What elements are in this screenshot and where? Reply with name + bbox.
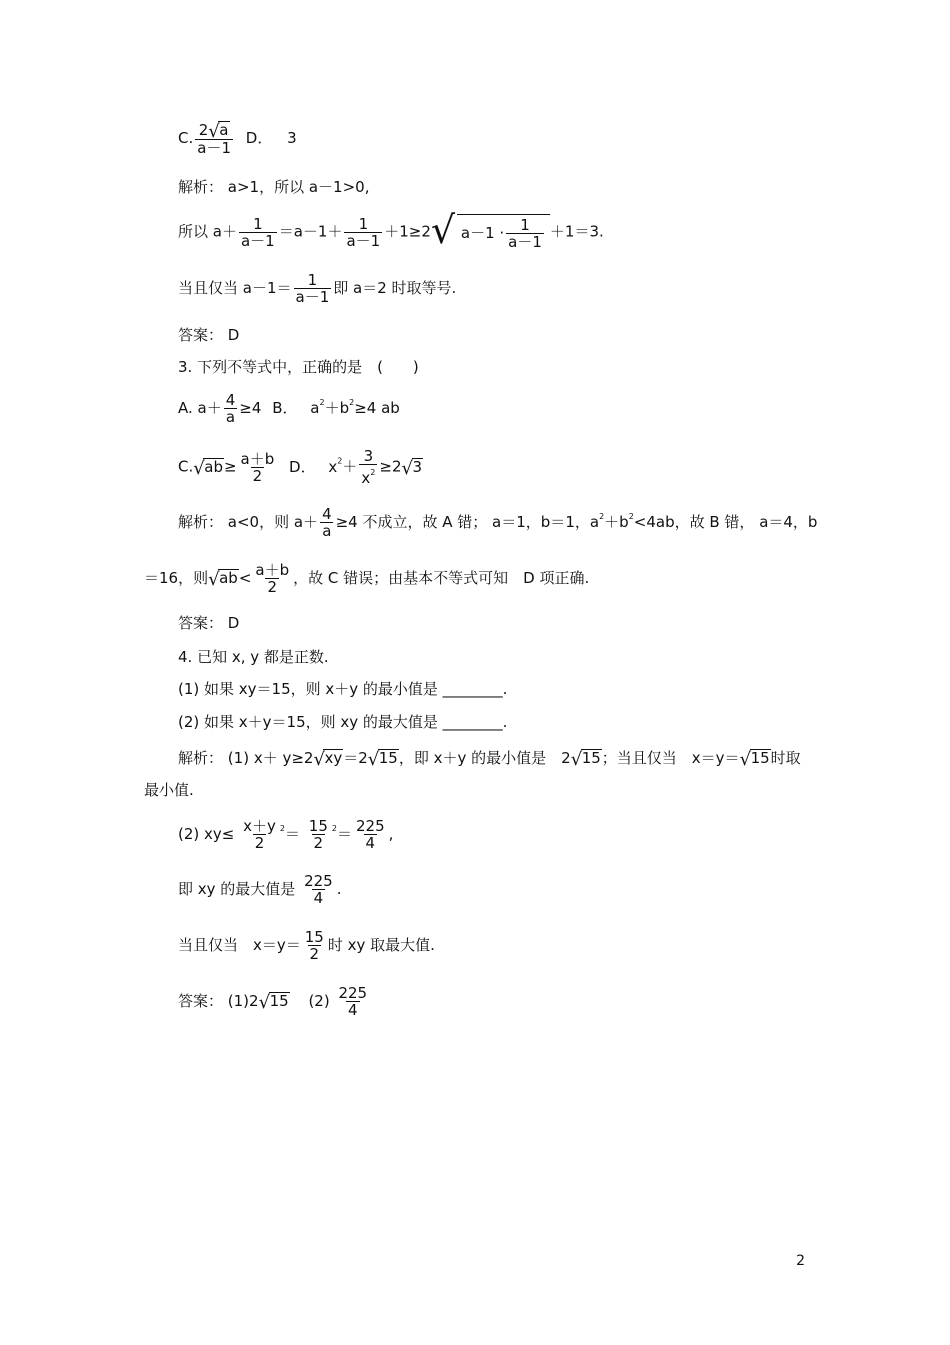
fraction <box>294 272 332 305</box>
q4-stem: 4. 已知 x, y 都是正数. <box>178 648 329 666</box>
radicand-text: a－1 · <box>460 224 505 242</box>
numerator: 1 <box>520 216 530 234</box>
option-c-label: C. <box>178 457 194 476</box>
text: ≥ <box>223 457 237 476</box>
superscript: 2 <box>370 468 376 477</box>
sqrt: √ ab <box>193 457 223 479</box>
text: (1) x＋ y≥2 <box>227 749 314 767</box>
sqrt: √ 15 <box>367 749 398 770</box>
numerator: 225 <box>304 872 333 890</box>
q4-answer <box>178 985 371 1018</box>
denominator: x <box>361 469 371 487</box>
denominator: a－1 <box>240 231 275 250</box>
sqrt: √ xy <box>313 749 343 770</box>
sqrt: √ 15 <box>258 992 289 1013</box>
q4-analysis-line3 <box>178 873 342 906</box>
option-a-text: A. a＋ <box>178 399 222 417</box>
text: ，故 C 错误；由基本不等式可知 D 项正确. <box>293 569 590 587</box>
superscript: 2 <box>279 824 285 833</box>
radicand: ab <box>219 569 238 587</box>
radicand: 15 <box>378 749 398 767</box>
q3-analysis-line1 <box>178 506 817 539</box>
superscript: 2 <box>599 512 605 521</box>
denominator: 4 <box>365 834 376 852</box>
text: 即 a＝2 时取等号. <box>333 279 457 297</box>
text: 时取 <box>770 749 801 767</box>
q3-options-cd <box>178 448 423 486</box>
denominator: 2 <box>254 834 265 852</box>
numerator: 225 <box>355 817 385 835</box>
page-number: 2 <box>796 1253 805 1269</box>
q2-analysis-line2 <box>178 208 604 252</box>
superscript: 2 <box>349 398 355 407</box>
radicand: 15 <box>269 992 289 1010</box>
denominator: a－1 <box>508 233 542 251</box>
q3-options-ab <box>178 392 400 425</box>
text: , <box>388 825 394 843</box>
superscript: 2 <box>319 398 325 407</box>
denominator: a－1 <box>197 139 231 157</box>
text: 时 xy 取最大值. <box>327 936 435 954</box>
fraction <box>506 217 544 250</box>
text: ＋b <box>604 513 629 531</box>
option-c-d-line <box>178 121 297 156</box>
numerator: 1 <box>253 214 263 233</box>
option-d-label: D． <box>245 129 273 147</box>
q4-analysis-line4 <box>178 929 435 962</box>
big-sqrt: √ a－1 · $\frac{1}{a-1}$ <box>431 214 550 250</box>
denominator: a－1 <box>295 288 330 306</box>
text: 当且仅当 a－1＝ <box>178 279 292 297</box>
analysis-label: 解析： <box>178 749 224 767</box>
numerator: a＋b <box>255 561 290 579</box>
q3-answer: 答案： D <box>178 614 240 632</box>
text: ≥4 ab <box>354 399 400 417</box>
numerator: 225 <box>338 984 368 1002</box>
text: a <box>589 513 600 531</box>
text: x <box>328 457 338 476</box>
fraction <box>302 873 335 906</box>
fraction <box>359 448 377 486</box>
text: 答案： (1)2 <box>178 992 259 1010</box>
text: ＝a－1＋ <box>278 222 343 241</box>
numerator: 15 <box>308 817 328 835</box>
sqrt: √ a <box>208 121 229 142</box>
sqrt: √ 15 <box>739 749 770 770</box>
denominator: a <box>225 408 236 426</box>
denominator: 2 <box>267 578 278 596</box>
fraction <box>303 929 326 962</box>
fraction <box>253 562 291 595</box>
sqrt: √ 3 <box>401 457 423 479</box>
text: <4ab，故 B 错， a＝4，b <box>633 513 818 531</box>
text: ＋1＝3. <box>549 222 604 241</box>
fraction <box>241 818 278 851</box>
denominator: 4 <box>313 889 324 907</box>
text: (2) <box>308 992 330 1010</box>
option-d-value: 3 <box>287 129 297 147</box>
fraction <box>336 985 369 1018</box>
numerator: 4 <box>225 391 236 409</box>
numerator: 1 <box>307 271 318 289</box>
superscript: 2 <box>331 824 337 833</box>
text: (2) xy≤ <box>178 825 235 843</box>
analysis-label: 解析： <box>178 513 224 531</box>
q3-analysis-line2 <box>144 562 589 595</box>
text: ＋b <box>324 399 350 417</box>
text: ，即 x＋y 的最小值是 2 <box>398 749 571 767</box>
text: ＝2 <box>343 749 368 767</box>
option-d-label: D． <box>289 457 316 476</box>
q2-analysis-line3 <box>178 272 456 305</box>
sqrt: √ ab <box>208 569 238 590</box>
text: a<0，则 a＋ <box>227 513 319 531</box>
superscript: 2 <box>337 456 343 466</box>
q4-analysis-line2 <box>178 818 393 851</box>
sqrt: √ 15 <box>570 749 601 770</box>
numerator: a＋b <box>240 449 275 468</box>
analysis-label: 解析： <box>178 178 224 196</box>
text: 当且仅当 x＝y＝ <box>178 936 301 954</box>
q3-stem: 3. 下列不等式中，正确的是 ( ) <box>178 358 419 376</box>
text: ＋1≥2 <box>384 222 431 241</box>
radicand: ab <box>204 457 223 476</box>
text: ＝ <box>336 825 352 843</box>
text: 即 xy 的最大值是 <box>178 880 296 898</box>
radicand: 15 <box>581 749 601 767</box>
q4-analysis-line1-cont: 最小值. <box>144 781 194 799</box>
option-c-fraction <box>195 121 233 156</box>
q4-subquestion-2: (2) 如果 x＋y＝15，则 xy 的最大值是 ________. <box>178 713 508 731</box>
radicand: xy <box>324 749 343 767</box>
numerator: 15 <box>304 928 324 946</box>
fraction <box>307 818 330 851</box>
fraction <box>239 451 277 484</box>
denominator: 2 <box>313 834 324 852</box>
fraction <box>224 392 238 425</box>
text: ＝16，则 <box>144 569 209 587</box>
radicand: 15 <box>750 749 770 767</box>
q2-analysis-line1 <box>178 178 369 196</box>
denominator: a－1 <box>346 231 381 250</box>
numerator: 4 <box>322 505 332 523</box>
option-c-label: C. <box>178 129 194 147</box>
denominator: 4 <box>348 1001 358 1019</box>
text: . <box>336 880 342 898</box>
radicand: a <box>219 121 229 139</box>
text: < <box>238 569 252 587</box>
text: ≥2 <box>379 457 402 476</box>
text: 所以 a＋ <box>178 222 237 241</box>
fraction <box>344 216 382 249</box>
fraction <box>239 216 277 249</box>
radicand: 3 <box>412 457 423 476</box>
q4-subquestion-1: (1) 如果 xy＝15，则 x＋y 的最小值是 ________. <box>178 680 508 698</box>
text: ≥4 <box>239 399 262 417</box>
coef: 2 <box>198 121 209 139</box>
numerator: 3 <box>363 447 374 465</box>
fraction <box>354 818 387 851</box>
text: ；当且仅当 x＝y＝ <box>601 749 740 767</box>
q2-answer: 答案： D <box>178 326 240 344</box>
denominator: 2 <box>309 945 320 963</box>
numerator: x＋y <box>243 817 276 835</box>
numerator: 1 <box>358 214 369 233</box>
text: ≥4 不成立，故 A 错； a＝1，b＝1， <box>335 513 590 531</box>
fraction <box>320 506 334 539</box>
analysis-text: a>1，所以 a－1>0, <box>227 178 370 196</box>
denominator: a <box>322 522 332 540</box>
denominator: 2 <box>252 466 263 485</box>
option-b-label: B． <box>272 399 298 417</box>
q4-analysis-line1 <box>178 749 801 770</box>
text: ＝ <box>284 825 300 843</box>
text: a <box>310 399 320 417</box>
superscript: 2 <box>628 512 634 521</box>
text: ＋ <box>342 457 358 476</box>
